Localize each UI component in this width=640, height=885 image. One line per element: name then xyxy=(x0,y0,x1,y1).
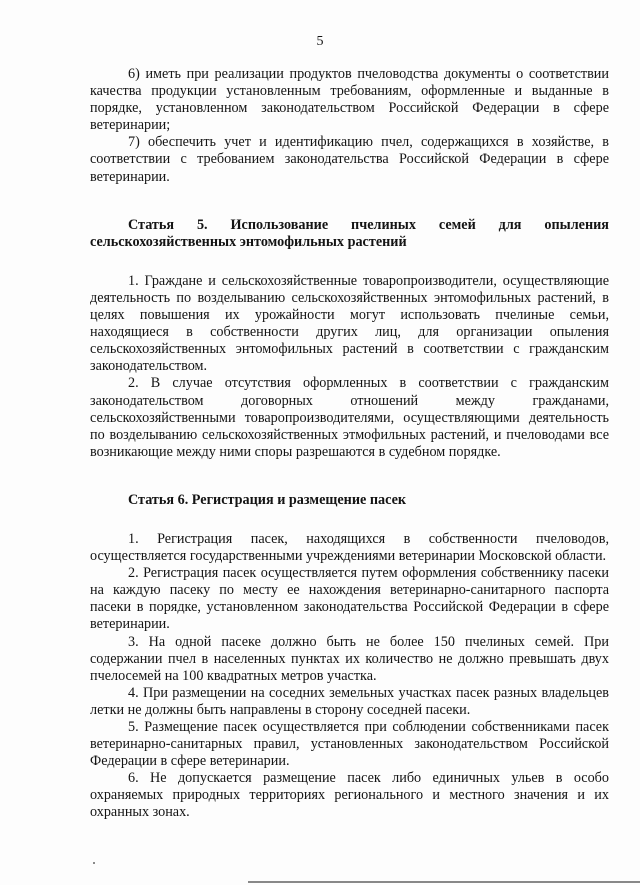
article-5-paragraph-2: 2. В случае отсутствия оформленных в соответствии с гражданским законодательством договорных отношений между гражданами, сельскохозяйственными товаропроизводителями, осуществляющими деятельность по возделыванию сельскохозяйственных этмофильных растений, и пчеловодами все возникающие между ними споры разрешаются в судебном порядке. xyxy=(90,375,609,460)
article-6-paragraph-6: 6. Не допускается размещение пасек либо единичных ульев в особо охраняемых природных территориях регионального и местного значения и их охранных зонах. xyxy=(90,770,609,821)
paragraph-item-6: 6) иметь при реализации продуктов пчеловодства документы о соответствии качества продукции установленным требованиям, оформленные и выданные в порядке, установленном законодательством Российской Федерации в сфере ветеринарии; xyxy=(90,66,609,134)
article-6-paragraph-3: 3. На одной пасеке должно быть не более 150 пчелиных семей. При содержании пчел в населенных пунктах их количество не должно превышать двух пчелосемей на 100 квадратных метров участка. xyxy=(90,633,609,684)
paragraph-item-7: 7) обеспечить учет и идентификацию пчел, содержащихся в хозяйстве, в соответствии с требованием законодательства Российской Федерации в сфере ветеринарии. xyxy=(90,134,609,185)
document-body xyxy=(90,66,609,822)
article-6-paragraph-4: 4. При размещении на соседних земельных участках пасек разных владельцев летки не должны быть направлены в сторону соседней пасеки. xyxy=(90,684,609,718)
scan-artifact-dot xyxy=(93,862,95,864)
article-6-heading: Статья 6. Регистрация и размещение пасек xyxy=(128,491,407,508)
article-6-paragraph-5: 5. Размещение пасек осуществляется при соблюдении собственниками пасек ветеринарно-санитарных правил, установленных законодательством Российской Федерации в сфере ветеринарии. xyxy=(90,719,609,770)
page-number: 5 xyxy=(316,34,324,49)
article-6-paragraph-1: 1. Регистрация пасек, находящихся в собственности пчеловодов, осуществляется государственными учреждениями ветеринарии Московской области. xyxy=(90,530,609,565)
scan-edge-line xyxy=(248,881,640,883)
article-5-paragraph-1: 1. Граждане и сельскохозяйственные товаропроизводители, осуществляющие деятельность по возделыванию сельскохозяйственных энтомофильных растений, в целях повышения их урожайности могут использовать пчелиные семьи, находящиеся в собственности других лиц, для организации опыления сельскохозяйственных энтомофильных растений в соответствии с гражданским законодательством. xyxy=(90,272,609,375)
article-6-paragraph-2: 2. Регистрация пасек осуществляется путем оформления собственнику пасеки на каждую пасеку по месту ее нахождения ветеринарно-санитарного паспорта пасеки в порядке, установленном законодательства Российской Федерации в сфере ветеринарии. xyxy=(90,565,609,633)
article-5-heading: Статья 5. Использование пчелиных семей для опыления сельскохозяйственных энтомофильных растений xyxy=(90,216,609,250)
